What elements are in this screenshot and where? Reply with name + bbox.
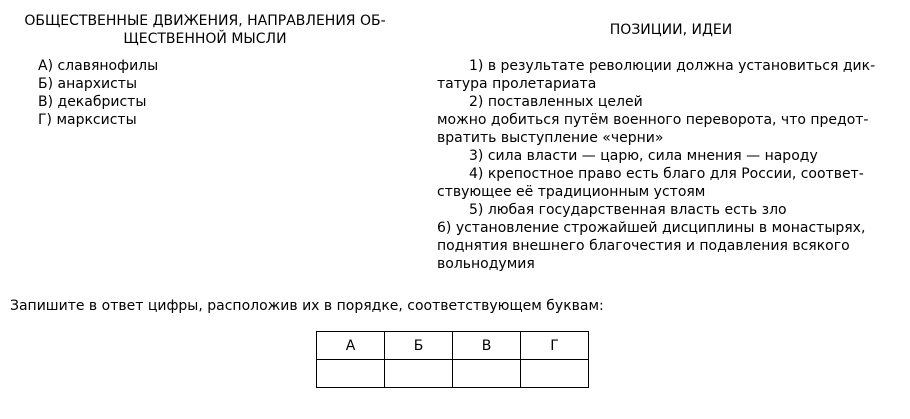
position-6-line-1: 6) установление строжайшей дисциплины в монастырях, — [437, 220, 866, 236]
positions-list — [437, 57, 899, 273]
position-6-line-2: поднятия внешнего благочестия и подавления всякого — [437, 238, 850, 254]
answer-cell-a[interactable] — [317, 360, 385, 388]
position-item-5 — [437, 201, 899, 219]
position-1-line-1: 1) в результате революции должна установиться дик- — [469, 58, 876, 74]
position-2-line-1: 2) поставленных целей — [469, 94, 643, 110]
position-item-6 — [437, 219, 899, 273]
answer-table-input-row — [317, 360, 589, 388]
answer-header-v: В — [453, 332, 521, 360]
answer-table-header-row — [317, 332, 589, 360]
answer-header-a: А — [317, 332, 385, 360]
answer-header-g: Г — [521, 332, 589, 360]
answer-cell-g[interactable] — [521, 360, 589, 388]
position-item-2 — [437, 93, 899, 147]
answer-header-b: Б — [385, 332, 453, 360]
movements-list — [38, 57, 398, 129]
movements-header-line-2: ЩЕСТВЕННОЙ МЫСЛИ — [123, 31, 287, 47]
movement-item-a: А) славянофилы — [38, 58, 159, 74]
position-5-line-1: 5) любая государственная власть есть зло — [469, 202, 787, 218]
position-2-line-2: можно добиться путём военного переворота, что предот- — [437, 112, 869, 128]
positions-column-header: ПОЗИЦИИ, ИДЕИ — [609, 22, 733, 38]
position-4-line-2: ствующее её традиционным устоям — [437, 184, 706, 200]
movements-header-line-1: ОБЩЕСТВЕННЫЕ ДВИЖЕНИЯ, НАПРАВЛЕНИЯ ОБ- — [24, 13, 386, 29]
movements-column-header — [5, 12, 405, 48]
answer-cell-v[interactable] — [453, 360, 521, 388]
answer-cell-b[interactable] — [385, 360, 453, 388]
movement-item-v: В) декабристы — [38, 94, 147, 110]
movement-item-g: Г) марксисты — [38, 112, 137, 128]
position-3-line-1: 3) сила власти — царю, сила мнения — народу — [469, 148, 818, 164]
position-item-1 — [437, 57, 899, 93]
position-2-line-3: вратить выступление «черни» — [437, 130, 664, 146]
position-1-line-2: татура пролетариата — [437, 76, 597, 92]
position-6-line-3: вольнодумия — [437, 256, 535, 272]
position-item-4 — [437, 165, 899, 201]
position-4-line-1: 4) крепостное право есть благо для России, соответ- — [469, 166, 864, 182]
answer-table — [316, 331, 589, 388]
position-item-3 — [437, 147, 899, 165]
answer-instruction: Запишите в ответ цифры, расположив их в порядке, соответствующем буквам: — [10, 298, 604, 314]
movement-item-b: Б) анархисты — [38, 76, 138, 92]
